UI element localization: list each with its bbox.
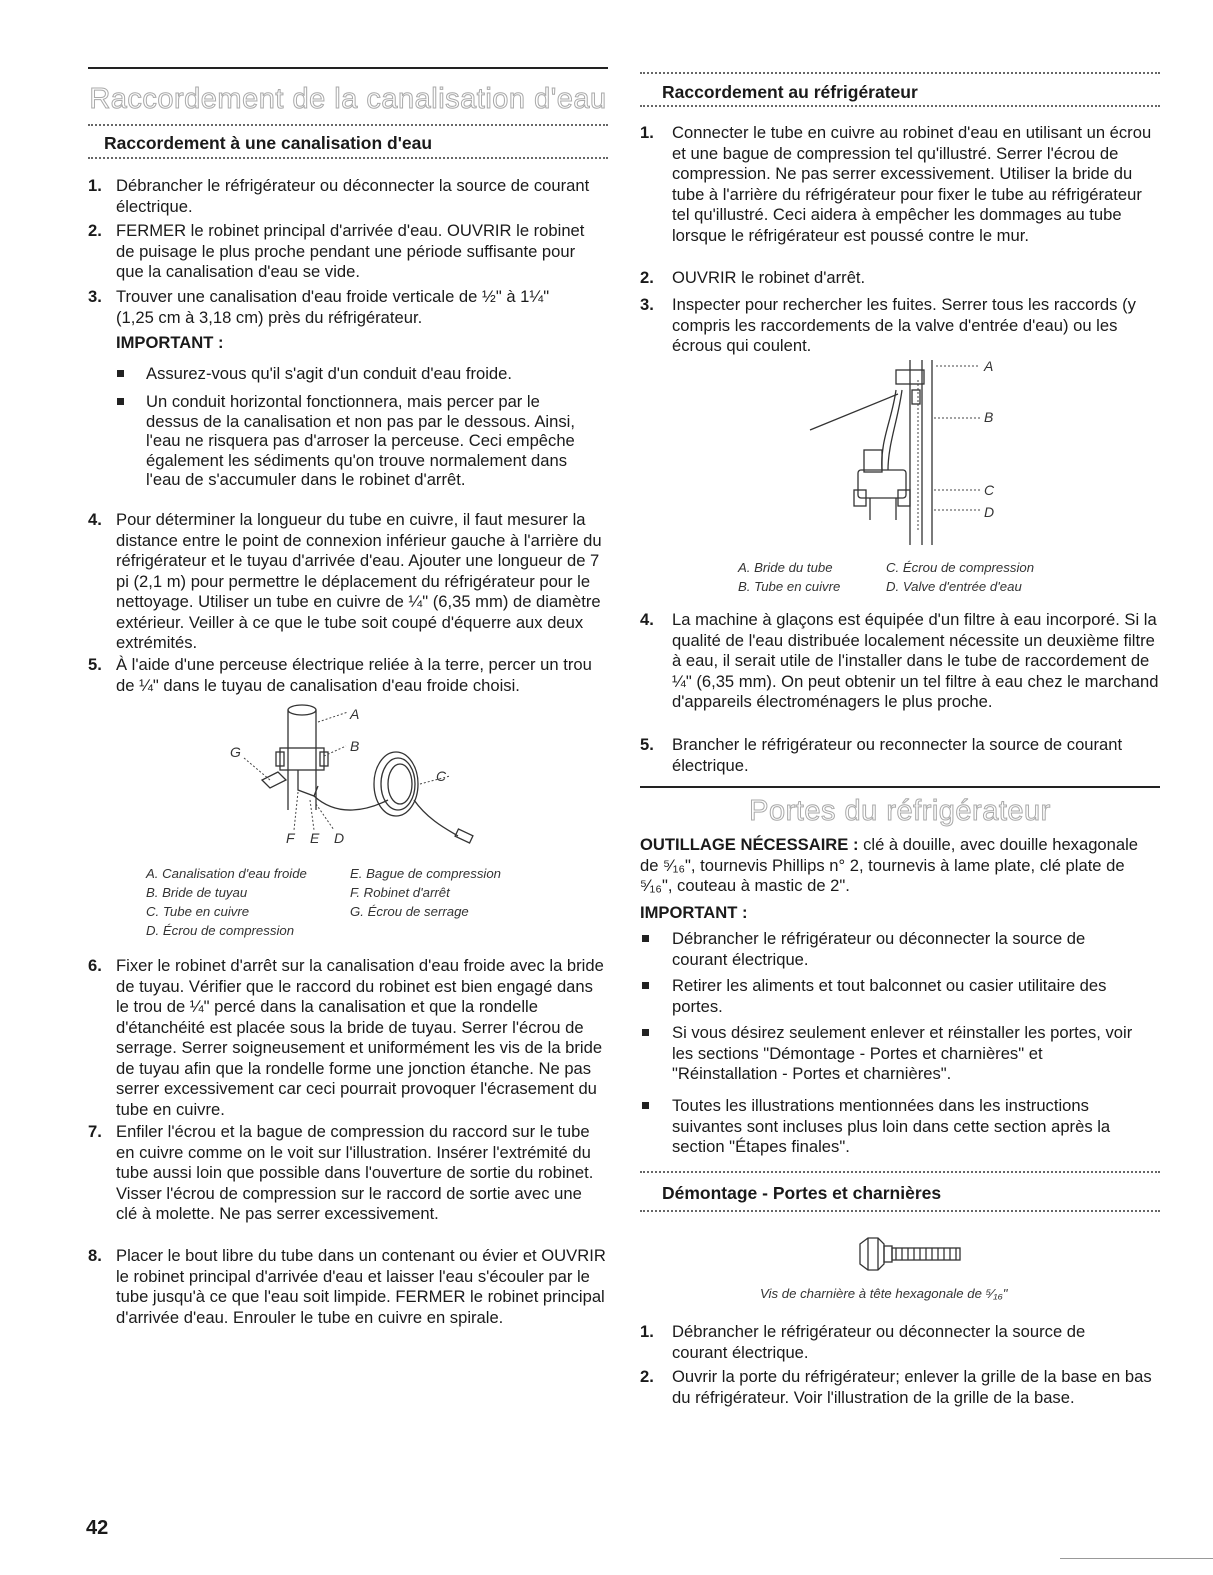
figure-label: B <box>984 409 994 425</box>
step-number: 6. <box>88 956 102 975</box>
page-number: 42 <box>86 1517 109 1539</box>
bullet-marker <box>642 1102 649 1109</box>
section-heading: Démontage - Portes et charnières <box>662 1183 942 1203</box>
step-number: 8. <box>88 1246 102 1265</box>
step-number: 5. <box>88 655 102 674</box>
step-text: Fixer le robinet d'arrêt sur la canalisation d'eau froide avec la bride de tuyau. Vérifier que le raccord du robinet est bien engagé dans le trou de ¼" percé dans la canalisation et que la rondelle d'étanchéité est placée sous la bride de tuyau. Serrer l'écrou de serrage. Serrer soigneusement et uniformément les vis de la bride de tuyau afin que la rondelle forme une jonction étanche. Ne pas serrer excessivement car ceci pourrait provoquer l'écrasement du tube en cuivre. <box>116 956 604 1119</box>
important-label: IMPORTANT : <box>116 333 224 352</box>
bullet-marker <box>642 1029 649 1036</box>
bullet-text: Retirer les aliments et tout balconnet ou casier utilitaire des portes. <box>672 976 1107 1016</box>
step-text: Brancher le réfrigérateur ou reconnecter la source de courant électrique. <box>672 735 1123 775</box>
step-text: À l'aide d'une perceuse électrique reliée à la terre, percer un trou de ¼" dans le tuyau de canalisation d'eau froide choisi. <box>116 655 592 695</box>
bottom-rule <box>1060 1558 1213 1559</box>
figure-label: D <box>984 504 995 520</box>
figure-caption: A. Canalisation d'eau froide <box>146 866 307 881</box>
step-text: Enfiler l'écrou et la bague de compression du raccord sur le tube en cuivre comme on le voit sur l'illustration. Insérer l'extrémité du tube aussi loin que possible dans l'ouverture de sortie du robinet. Visser l'écrou de compression sur le raccord de sortie avec une clé à molette. Ne pas serrer excessivement. <box>116 1122 594 1223</box>
figure-label: A <box>350 706 360 722</box>
section-heading: Raccordement au réfrigérateur <box>662 82 918 102</box>
heading-rule-top <box>640 72 1160 74</box>
heading-rule-top <box>88 124 608 126</box>
step-text: Ouvrir la porte du réfrigérateur; enlever la grille de la base en bas du réfrigérateur. Voir l'illustration de la grille de la base. <box>672 1367 1152 1407</box>
step-number: 1. <box>640 1322 654 1341</box>
step-number: 4. <box>640 610 654 629</box>
step-number: 3. <box>88 287 102 306</box>
tools-label: OUTILLAGE NÉCESSAIRE : <box>640 835 859 854</box>
figure-label: C <box>436 768 447 784</box>
step-number: 3. <box>640 295 654 314</box>
figure-label: C <box>984 482 995 498</box>
step-text: Inspecter pour rechercher les fuites. Serrer tous les raccords (y compris les raccordements de la valve d'entrée d'eau) ou les écrous qui coulent. <box>672 295 1136 355</box>
step-text: Connecter le tube en cuivre au robinet d'eau en utilisant un écrou et une bague de compression tel qu'illustré. Serrer l'écrou de compression. Ne pas serrer excessivement. Utiliser la bride du tube à l'arrière du réfrigérateur pour fixer le tube au réfrigérateur tel qu'illustré. Ceci aidera à empêcher les dommages au tube lorsque le réfrigérateur est poussé contre le mur. <box>672 123 1152 245</box>
bullet-text: Toutes les illustrations mentionnées dans les instructions suivantes sont incluses plus loin dans cette section après la section "Étapes finales". <box>672 1096 1111 1156</box>
bullet-marker <box>642 982 649 989</box>
figure-caption: B. Bride de tuyau <box>146 885 248 900</box>
tools-text: clé à douille, avec douille hexagonale de ⁵⁄₁₆", tournevis Phillips n° 2, tournevis à lame plate, clé plate de ⁵⁄₁₆", couteau à mastic de 2". <box>640 835 1139 895</box>
figure-label: D <box>334 830 345 846</box>
heading-rule-top <box>640 1171 1160 1173</box>
figure-label: F <box>286 830 295 846</box>
bullet-text: Si vous désirez seulement enlever et réinstaller les portes, voir les sections "Démontage - Portes et charnières" et "Réinstallation - Portes et charnières". <box>672 1023 1133 1083</box>
step-text: La machine à glaçons est équipée d'un filtre à eau incorporé. Si la qualité de l'eau distribuée localement nécessite un deuxième filtre à eau, il serait utile de l'installer dans le tube de raccordement de ¼" (6,35 mm). On peut obtenir un tel filtre à eau chez le marchand d'appareils électroménagers le plus proche. <box>672 610 1159 711</box>
step-number: 1. <box>640 123 654 142</box>
step-number: 4. <box>88 510 102 529</box>
heading-rule-bottom <box>640 105 1160 107</box>
step-text: Débrancher le réfrigérateur ou déconnecter la source de courant électrique. <box>672 1322 1086 1362</box>
figure-caption: F. Robinet d'arrêt <box>350 885 450 900</box>
screw-caption: Vis de charnière à tête hexagonale de ⁵⁄₁₆" <box>760 1286 1008 1301</box>
tools-paragraph <box>640 835 1160 897</box>
step-number: 2. <box>88 221 102 240</box>
bullet-marker <box>117 370 124 377</box>
bullet-text: Un conduit horizontal fonctionnera, mais percer par le dessus de la canalisation et non pas par le dessous. Ainsi, l'eau ne risquera pas d'arroser la perceuse. Ceci empêche également les sédiments qu'on trouve normalement dans l'eau de s'accumuler dans le robinet d'arrêt. <box>146 392 575 489</box>
step-number: 2. <box>640 1367 654 1386</box>
step-number: 7. <box>88 1122 102 1141</box>
step-text: OUVRIR le robinet d'arrêt. <box>672 268 866 287</box>
section-heading: Raccordement à une canalisation d'eau <box>104 133 433 153</box>
top-rule <box>88 67 608 69</box>
section-ghost-title: Raccordement de la canalisation d'eau <box>89 83 607 115</box>
step-number: 2. <box>640 268 654 287</box>
heading-rule-bottom <box>88 157 608 159</box>
bullet-marker <box>117 398 124 405</box>
section-rule <box>640 786 1160 788</box>
step-text: Débrancher le réfrigérateur ou déconnecter la source de courant électrique. <box>116 176 590 216</box>
figure-label: B <box>350 738 360 754</box>
section-ghost-title: Portes du réfrigérateur <box>749 795 1051 827</box>
step-text: FERMER le robinet principal d'arrivée d'eau. OUVRIR le robinet de puisage le plus proche pendant une période suffisante pour que la canalisation d'eau se vide. <box>116 221 585 281</box>
figure-label: A <box>984 358 994 374</box>
figure-caption: E. Bague de compression <box>350 866 502 881</box>
figure-caption: C. Écrou de compression <box>886 560 1035 575</box>
figure-caption: B. Tube en cuivre <box>738 579 841 594</box>
bullet-text: Assurez-vous qu'il s'agit d'un conduit d'eau froide. <box>146 364 512 383</box>
bullet-text: Débrancher le réfrigérateur ou déconnecter la source de courant électrique. <box>672 929 1086 969</box>
figure-caption: C. Tube en cuivre <box>146 904 250 919</box>
step-number: 5. <box>640 735 654 754</box>
figure-label: E <box>310 830 320 846</box>
figure-caption: D. Valve d'entrée d'eau <box>886 579 1022 594</box>
important-label: IMPORTANT : <box>640 903 748 922</box>
step-text: Pour déterminer la longueur du tube en cuivre, il faut mesurer la distance entre le point de connexion inférieur gauche à l'arrière du réfrigérateur et le tuyau d'arrivée d'eau. Ajouter une longueur de 7 pi (2,1 m) pour permettre le déplacement du réfrigérateur pour le nettoyage. Utiliser un tube en cuivre de ¼" (6,35 mm) de diamètre extérieur. Veiller à ce que le tube soit coupé d'équerre aux deux extrémités. <box>116 510 602 652</box>
bullet-marker <box>642 935 649 942</box>
figure-label: G <box>230 744 241 760</box>
heading-rule-bottom <box>640 1210 1160 1212</box>
step-text: Placer le bout libre du tube dans un contenant ou évier et OUVRIR le robinet principal d'arrivée d'eau et laisser l'eau s'écouler par le tube jusqu'à ce que l'eau soit limpide. FERMER le robinet principal d'arrivée d'eau. Enrouler le tube en cuivre en spirale. <box>116 1246 606 1327</box>
step-text: Trouver une canalisation d'eau froide verticale de ½" à 1¼" (1,25 cm à 3,18 cm) près du réfrigérateur. <box>116 287 550 327</box>
figure-caption: A. Bride du tube <box>738 560 833 575</box>
step-number: 1. <box>88 176 102 195</box>
figure-caption: D. Écrou de compression <box>146 923 295 938</box>
hinge-screw-icon <box>854 1234 964 1274</box>
figure-caption: G. Écrou de serrage <box>350 904 469 919</box>
